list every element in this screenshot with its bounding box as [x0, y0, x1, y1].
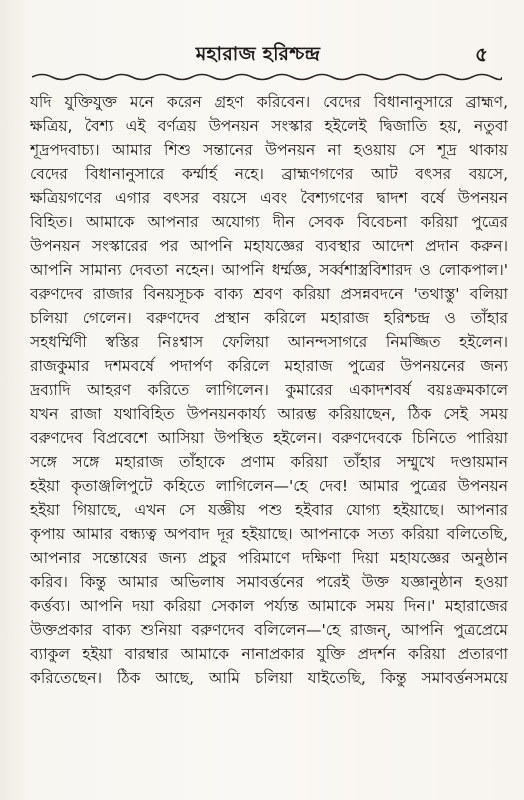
text-line: ক্ষত্রিয়গণের এগার বৎসর বয়সে এবং বৈশ্যগণের দ্বাদশ বর্ষে উপনয়ন — [30, 189, 508, 207]
text-line: চলিয়া গেলেন। বরুণদেব প্রস্থান করিলে মহারাজ হরিশ্চন্দ্র ও তাঁহার — [30, 309, 508, 327]
divider-wave — [32, 75, 502, 80]
running-title: মহারাজ হরিশ্চন্দ্র — [195, 43, 321, 65]
text-line: যদি যুক্তিযুক্ত মনে করেন গ্রহণ করিবেন। বেদের বিধানানুসারে ব্রাহ্মণ, — [30, 93, 508, 111]
text-line: উক্তপ্রকার বাক্য শুনিয়া বরুণদেব বলিলেন—'হে রাজন্, আপনি পুত্রপ্রেমে — [30, 621, 508, 639]
text-line: আপনি সামান্য দেবতা নহেন। আপনি ধর্ম্মজ্ঞ, সর্ব্বশাস্ত্রবিশারদ ও লোকপাল।' — [30, 261, 508, 279]
text-line: বরুণদেব রাজার বিনয়সূচক বাক্য শ্রবণ করিয়া প্রসন্নবদনে 'তথাস্তু' বলিয়া — [30, 285, 508, 303]
text-line: করিব। কিন্তু আমার অভিলাষ সমাবর্ত্তনের পরেই উক্ত যজ্ঞানুষ্ঠান হওয়া — [30, 573, 508, 591]
text-line: শূদ্রপদবাচ্য। আমার শিশু সন্তানের উপনয়ন না হওয়ায় সে শূদ্র থাকায় — [30, 141, 508, 159]
page-number: ৫ — [475, 42, 488, 66]
body-text — [30, 90, 508, 690]
text-line: উপনয়ন সংস্কারের পর আপনি মহাযজ্ঞের ব্যবস্থার আদেশ প্রদান করুন। — [30, 237, 508, 255]
text-line: আপনার সন্তোষের জন্য প্রচুর পরিমাণে দক্ষিণা দিয়া মহাযজ্ঞের অনুষ্ঠান — [30, 549, 508, 567]
text-line: দ্রব্যাদি আহরণ করিতে লাগিলেন। কুমারের একাদশবর্ষ বয়ঃক্রমকালে — [30, 381, 508, 399]
text-line: সহধর্ম্মিণী স্বস্তির নিঃশ্বাস ফেলিয়া আনন্দসাগরে নিমজ্জিত হইলেন। — [30, 333, 508, 351]
text-line: ক্ষত্রিয়, বৈশ্য এই বর্ণত্রয় উপনয়ন সংস্কার হইলেই দ্বিজাতি হয়, নতুবা — [30, 117, 508, 135]
text-line: হইয়া কৃতাঞ্জলিপুটে কহিতে লাগিলেন—'হে দেব! আমার পুত্রের উপনয়ন — [30, 477, 508, 495]
text-line: করিতেছেন। ঠিক আছে, আমি চলিয়া যাইতেছি, কিন্তু সমাবর্ত্তনসময়ে — [30, 669, 508, 687]
text-line: সঙ্গে সঙ্গে মহারাজ তাঁহাকে প্রণাম করিয়া তাঁহার সম্মুখে দণ্ডায়মান — [30, 453, 508, 471]
text-line: কর্ত্তব্য। আপনি দয়া করিয়া সেকাল পর্য্যন্ত আমাকে সময় দিন।' মহারাজের — [30, 597, 508, 615]
text-line: রাজকুমার দশমবর্ষে পদার্পণ করিলে মহারাজ পুত্রের উপনয়নের জন্য — [30, 357, 508, 375]
page-header — [28, 40, 488, 70]
text-line: হইয়া গিয়াছে, এখন সে যজ্ঞীয় পশু হইবার যোগ্য হইয়াছে। আপনার — [30, 501, 508, 519]
header-divider — [32, 70, 502, 84]
text-line: বরুণদেব বিপ্রবেশে আসিয়া উপস্থিত হইলেন। বরুণদেবকে চিনিতে পারিয়া — [30, 429, 508, 447]
text-line: কৃপায় আমার বন্ধ্যত্ব অপবাদ দূর হইয়াছে। আপনাকে সত্য করিয়া বলিতেছি, — [30, 525, 508, 543]
text-line: বেদের বিধানানুসারে কর্ম্মার্হ নহে। ব্রাহ্মণগণের আট বৎসর বয়সে, — [30, 165, 508, 183]
text-line: বিহিত। আমাকে আপনার অযোগ্য দীন সেবক বিবেচনা করিয়া পুত্রের — [30, 213, 508, 231]
text-line: ব্যাকুল হইয়া বারম্বার আমাকে নানাপ্রকার যুক্তি প্রদর্শন করিয়া প্রতারণা — [30, 645, 508, 663]
text-line: যখন রাজা যথাবিহিত উপনয়নকার্য্য আরম্ভ করিয়াছেন, ঠিক সেই সময় — [30, 405, 508, 423]
